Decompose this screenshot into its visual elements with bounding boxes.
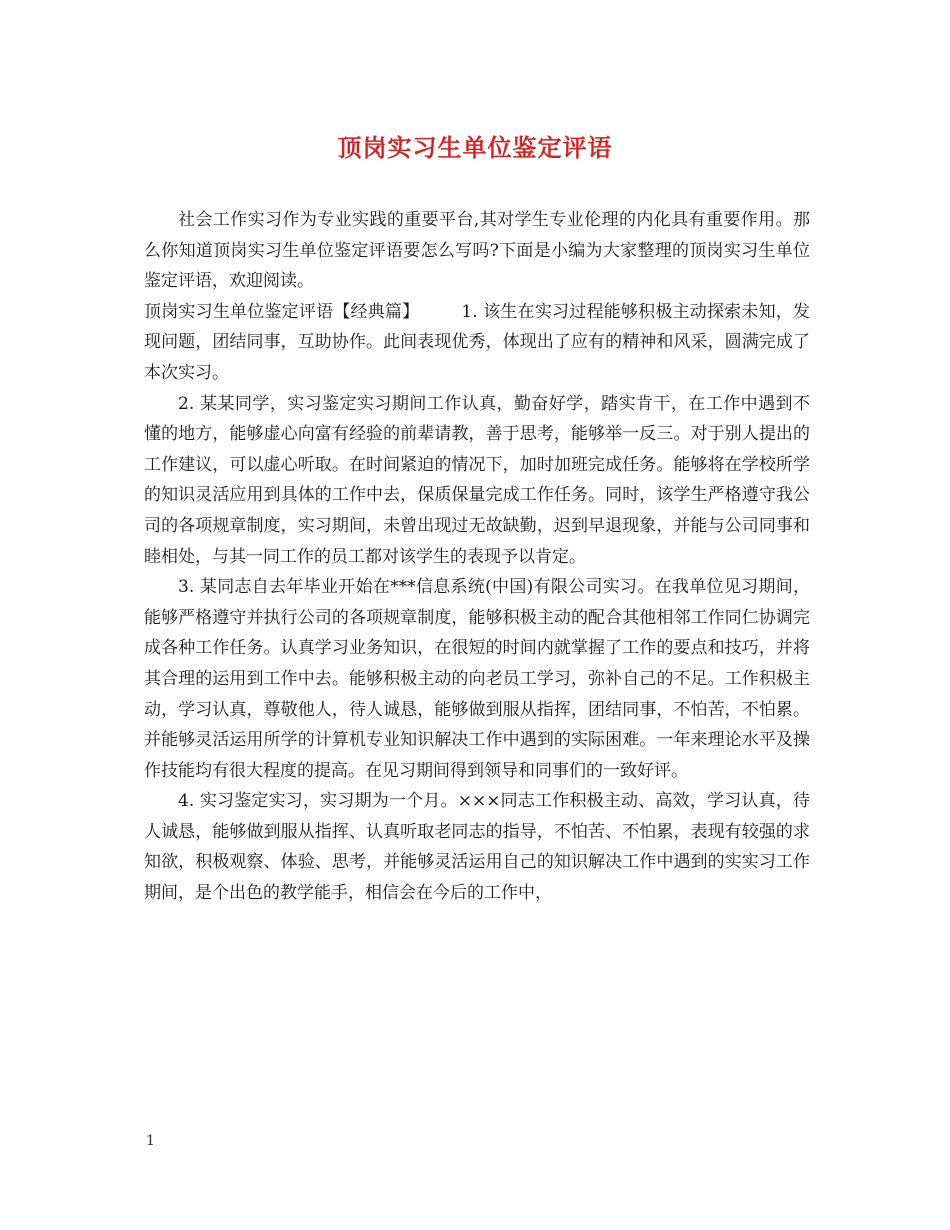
document-body — [144, 205, 810, 909]
page-number: 1 — [146, 1133, 155, 1149]
item-3-paragraph: 3. 某同志自去年毕业开始在***信息系统(中国)有限公司实习。在我单位见习期间，能够严格遵守并执行公司的各项规章制度，能够积极主动的配合其他相邻工作同仁协调完成各种工作任务。认真学习业务知识，在很短的时间内就掌握了工作的要点和技巧，并将其合理的运用到工作中去。能够积极主动的向老员工学习，弥补自己的不足。工作积极主动，学习认真，尊敬他人，待人诚恳，能够做到服从指挥，团结同事，不怕苦，不怕累。并能够灵活运用所学的计算机专业知识解决工作中遇到的实际困难。一年来理论水平及操作技能均有很大程度的提高。在见习期间得到领导和同事们的一致好评。 — [144, 577, 810, 781]
item-1-paragraph — [144, 297, 810, 389]
section-heading: 顶岗实习生单位鉴定评语【经典篇】 — [144, 301, 420, 322]
intro-paragraph: 社会工作实习作为专业实践的重要平台,其对学生专业伦理的内化具有重要作用。那么你知道顶岗实习生单位鉴定评语要怎么写吗?下面是小编为大家整理的顶岗实习生单位鉴定评语，欢迎阅读。 — [144, 210, 810, 292]
item-2-paragraph: 2. 某某同学，实习鉴定实习期间工作认真，勤奋好学，踏实肯干，在工作中遇到不懂的地方，能够虚心向富有经验的前辈请教，善于思考，能够举一反三。对于别人提出的工作建议，可以虚心听取。在时间紧迫的情况下，加时加班完成任务。能够将在学校所学的知识灵活应用到具体的工作中去，保质保量完成工作任务。同时，该学生严格遵守我公司的各项规章制度，实习期间，未曾出现过无故缺勤，迟到早退现象，并能与公司同事和睦相处，与其一同工作的员工都对该学生的表现予以肯定。 — [144, 393, 810, 567]
item-1-text: 1. 该生在实习过程能够积极主动探索未知，发现问题，团结同事，互助协作。此间表现优秀，体现出了应有的精神和风采，圆满完成了本次实习。 — [144, 301, 811, 383]
document-title: 顶岗实习生单位鉴定评语 — [337, 133, 613, 162]
item-4-paragraph: 4. 实习鉴定实习，实习期为一个月。×××同志工作积极主动、高效，学习认真，待人诚恳，能够做到服从指挥、认真听取老同志的指导，不怕苦、不怕累，表现有较强的求知欲，积极观察、体验、思考，并能够灵活运用自己的知识解决工作中遇到的实实习工作期间，是个出色的教学能手，相信会在今后的工作中， — [144, 791, 810, 904]
